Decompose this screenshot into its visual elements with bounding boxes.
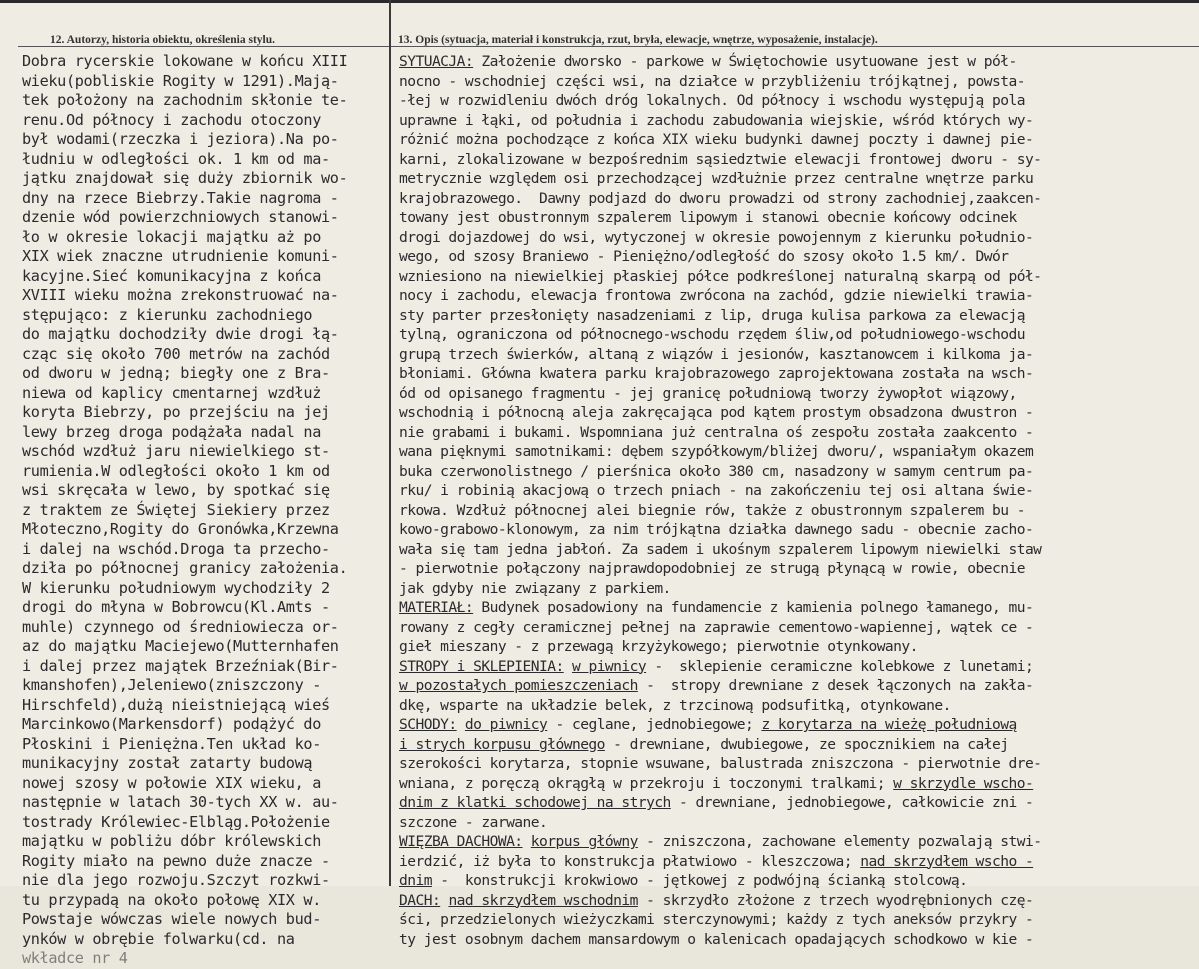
- text-run: tylną, ograniczona od północnego-wschodu rzędem śliw,od południowego-wschodu: [399, 326, 1025, 343]
- description-text-line: [399, 696, 1199, 716]
- text-run: - pierwotnie połączony najprawdopodobniej ze strugą płynącą w rowie, obecnie: [399, 560, 1025, 577]
- description-text-line: [399, 403, 1199, 423]
- description-text-line: [399, 423, 1199, 443]
- description-text-line: [399, 930, 1199, 950]
- text-run: jak gdyby nie związany z parkiem.: [399, 579, 671, 597]
- underlined-heading: nad skrzydłem wscho -: [860, 852, 1034, 870]
- description-text-line: [399, 228, 1199, 248]
- description-text-line: [399, 540, 1199, 560]
- text-run: sty parter przesłonięty nasadzeniami z lip, druga kulisa parkowa za elewacją: [399, 306, 1025, 324]
- description-text-line: [399, 735, 1199, 755]
- description-text-line: [399, 813, 1199, 833]
- history-text-line: łudniu w odległości ok. 1 km od ma-: [22, 149, 330, 168]
- history-text-line: do majątku dochodziły dwie drogi łą-: [22, 325, 339, 343]
- history-text-line: był wodami(rzeczka i jeziora).Na po-: [22, 130, 339, 148]
- description-text-line: [399, 247, 1199, 267]
- underlined-heading: WIĘZBA DACHOWA:: [399, 833, 523, 850]
- history-text-line: wschód wzdłuż jaru niewielkiego st-: [22, 442, 330, 460]
- underlined-heading: nad skrzydłem wschodnim: [448, 891, 638, 909]
- history-text-line: XVIII wieku można zrekonstruować na-: [22, 286, 339, 304]
- history-text-line: i dalej na wschód.Droga ta przecho-: [22, 539, 330, 558]
- underlined-heading: do piwnicy: [464, 716, 548, 733]
- description-text-line: [399, 189, 1199, 209]
- description-text-line: [399, 481, 1199, 501]
- underlined-heading: dnim: [399, 872, 432, 889]
- history-text-line: wkładce nr 4: [22, 949, 128, 967]
- history-text-line: Powstaje wówczas wiele nowych bud-: [22, 910, 321, 928]
- underlined-heading: korpus główny: [530, 833, 638, 850]
- history-text-line: munikacyjny został zatarty budową: [22, 754, 313, 772]
- text-run: kowo-grabowo-klonowym, za nim trójkątna działka dawnego sadu - obecnie zacho-: [399, 521, 1034, 538]
- description-text-line: [399, 657, 1199, 677]
- history-text-line: tu przypadą na około połowę XIX w.: [22, 890, 321, 909]
- description-text-line: [399, 501, 1199, 521]
- underlined-heading: z korytarza na wieżę południową: [761, 716, 1017, 733]
- underlined-heading: w piwnicy: [571, 657, 647, 675]
- history-text-line: tek położony na zachodnim skłonie te-: [22, 91, 348, 109]
- underlined-heading: SYTUACJA:: [399, 53, 474, 70]
- description-text-line: [399, 130, 1199, 150]
- history-text-line: drogi do młyna w Bobrowcu(Kl.Amts -: [22, 598, 330, 616]
- description-text-column: [399, 52, 1199, 949]
- description-text-line: [399, 793, 1199, 813]
- history-text-line: tostrady Królewiec-Elbląg.Położenie: [22, 812, 330, 831]
- description-text-line: [399, 676, 1199, 696]
- history-text-line: Marcinkowo(Markensdorf) podążyć do: [22, 715, 321, 733]
- description-text-line: [399, 208, 1199, 228]
- text-run: - drewniane, jednobiegowe, całkowicie zni -: [670, 794, 1034, 811]
- text-run: rku/ i robinią akacjową o trzech pniach - na zakończeniu tej osi altana świe-: [399, 482, 1034, 499]
- text-run: gieł mieszany - z przewagą krzyżykowego; pierwotnie otynkowany.: [399, 638, 918, 655]
- history-text-line: wsi skręcała w lewo, by spotkać się: [22, 481, 330, 499]
- text-run: [523, 833, 531, 850]
- history-text-line: ynków w obrębie folwarku(cd. na: [22, 929, 295, 948]
- text-run: [564, 658, 572, 675]
- text-run: krajobrazowego. Dawny podjazd do dworu prowadzi od strony zachodniej,zaakcen-: [399, 189, 1042, 207]
- description-text-line: [399, 384, 1199, 404]
- description-text-line: [399, 774, 1199, 794]
- history-text-line: nowej szosy w połowie XIX wieku, a: [22, 773, 321, 792]
- history-text-line: az do majątku Maciejewo(Mutternhafen: [22, 637, 339, 655]
- underlined-heading: w pozostałych pomieszczeniach: [399, 677, 638, 694]
- history-text-line: nie dla jego rozwoju.Szczyt rozkwi-: [22, 871, 330, 889]
- text-run: ód od opisanego fragmentu - jej granicę południową tworzy żywopłot wiązowy,: [399, 384, 1017, 402]
- text-run: - skrzydło złożone z trzech wyodrębnionych czę-: [637, 891, 1034, 909]
- history-text-line: XIX wiek znaczne utrudnienie komuni-: [22, 247, 339, 265]
- text-run: wego, od szosy Braniewo - Pieniężno/odległość do szosy około 1.5 km/. Dwór: [399, 248, 1009, 265]
- description-text-line: [399, 598, 1199, 618]
- text-run: szczone - zarwane.: [399, 813, 548, 831]
- description-text-line: [399, 559, 1199, 579]
- description-text-line: [399, 910, 1199, 930]
- text-run: rkowa. Wzdłuż północnej alei biegnie rów, także z obustronnym szpalerem bu -: [399, 501, 1025, 519]
- underlined-heading: DACH:: [399, 891, 441, 909]
- text-run: wniana, z poręczą okrągłą w przekroju i toczonymi tralkami;: [399, 774, 894, 792]
- description-text-line: [399, 169, 1199, 189]
- history-text-line: rumienia.W odległości około 1 km od: [22, 461, 330, 480]
- text-run: rowany z cegły ceramicznej pełnej na zaprawie cementowo-wapiennej, wątek ce -: [399, 618, 1034, 636]
- history-text-line: kacyjne.Sieć komunikacyjna z końca: [22, 266, 321, 285]
- text-run: nocy i zachodu, elewacja frontowa zwrócona na zachód, gdzie niewielki trawia-: [399, 287, 1034, 304]
- description-text-line: [399, 52, 1199, 72]
- text-run: wschodnią i północną aleja zakręcająca pod kątem prostym obsadzona dwustron -: [399, 404, 1034, 421]
- history-text-line: stępująco: z kierunku zachodniego: [22, 305, 313, 324]
- history-text-line: dny na rzece Biebrzy.Takie nagroma -: [22, 188, 339, 207]
- text-run: uprawne i łąki, od południa i zachodu zabudowania wiejskie, wśród których wy-: [399, 111, 1034, 129]
- text-run: szerokości korytarza, stopnie wsuwane, balustrada zniszczona - pierwotnie dre-: [399, 755, 1042, 772]
- description-text-line: [399, 306, 1199, 326]
- underlined-heading: STROPY i SKLEPIENIA:: [399, 657, 564, 675]
- text-run: błoniami. Główna kwatera parku krajobrazowego zaprojektowana została na wsch-: [399, 365, 1034, 382]
- description-text-line: [399, 364, 1199, 384]
- history-text-line: W kierunku południowym wychodziły 2: [22, 578, 330, 597]
- left-column-header: 12. Autorzy, historia obiektu, określenia stylu.: [50, 34, 276, 46]
- history-text-line: Rogity miało na pewno duże znacze -: [22, 851, 330, 870]
- history-text-line: jątku znajdował się duży zbiornik wo-: [22, 169, 348, 187]
- top-border: [0, 0, 1199, 3]
- description-text-line: [399, 111, 1199, 131]
- text-run: nocno - wschodniej części wsi, na działce w przybliżeniu trójkątnej, powsta-: [399, 72, 1025, 90]
- text-run: drogi dojazdowej do wsi, wytyczonej w okresie powojennym z kierunku południo-: [399, 228, 1034, 246]
- history-text-line: Płoskini i Pieniężna.Ten układ ko-: [22, 734, 321, 753]
- description-text-line: [399, 832, 1199, 852]
- underlined-heading: w skrzydle wscho-: [893, 774, 1034, 792]
- description-text-line: [399, 286, 1199, 306]
- description-text-line: [399, 462, 1199, 482]
- text-run: metrycznie względem osi przechodzącej wzdłużnie przez centralne wnętrze parku: [399, 170, 1034, 187]
- text-run: wzniesiono na niewielkiej płaskiej półce podkreślonej naturalną skarpą od pół-: [399, 267, 1042, 285]
- underlined-heading: MATERIAŁ:: [399, 599, 474, 616]
- text-run: - sklepienie ceramiczne kolebkowe z lunetami;: [646, 657, 1034, 675]
- history-text-line: cząc się około 700 metrów na zachód: [22, 344, 330, 363]
- text-run: nie grabami i bukami. Wspomniana już centralna oś zespołu została zaakcento -: [399, 423, 1034, 441]
- description-text-line: [399, 579, 1199, 599]
- text-run: dkę, wsparte na układzie belek, z trzcinową podsufitką, otynkowane.: [399, 696, 951, 714]
- header-divider: [18, 46, 1199, 47]
- text-run: ty jest osobnym dachem mansardowym o kalenicach opadających schodkowo w kie -: [399, 930, 1034, 948]
- text-run: towany jest obustronnym szpalerem lipowym i stanowi obecnie końcowy odcinek: [399, 209, 1017, 226]
- text-run: ierdzić, iż była to konstrukcja płatwiowo - kleszczowa;: [399, 852, 861, 870]
- description-text-line: [399, 520, 1199, 540]
- history-text-line: lewy brzeg droga podążała nadal na: [22, 422, 321, 441]
- history-text-line: renu.Od północy i zachodu otoczony: [22, 110, 321, 129]
- history-text-line: wieku(pobliskie Rogity w 1291).Mają-: [22, 71, 339, 90]
- history-text-line: Dobra rycerskie lokowane w końcu XIII: [22, 52, 348, 70]
- history-text-line: od dworu w jedną; biegły one z Bra-: [22, 364, 330, 382]
- text-run: - drewniane, dwubiegowe, ze spocznikiem na całej: [604, 735, 1009, 753]
- description-text-line: [399, 871, 1199, 891]
- description-text-line: [399, 891, 1199, 911]
- history-text-line: Młoteczno,Rogity do Gronówka,Krzewna: [22, 520, 339, 538]
- history-text-line: i dalej przez majątek Brzeźniak(Bir-: [22, 656, 339, 675]
- description-text-line: [399, 754, 1199, 774]
- text-run: wana pięknymi samotnikami: dębem szypółkowym/bliżej dworu/, wspaniałym okazem: [399, 443, 1034, 460]
- right-column-header: 13. Opis (sytuacja, materiał i konstrukcja, rzut, bryła, elewacje, wnętrze, wyposażenie, instalacje).: [398, 34, 878, 46]
- underlined-heading: dnim z klatki schodowej na strych: [399, 794, 671, 811]
- description-text-line: [399, 267, 1199, 287]
- description-text-line: [399, 637, 1199, 657]
- history-text-line: Hirschfeld),dużą nieistniejącą wieś: [22, 695, 330, 714]
- history-text-line: kmanshofen),Jeleniewo(zniszczony -: [22, 676, 321, 694]
- text-run: karni, zlokalizowane w bezpośrednim sąsiedztwie elewacji frontowej dworu - sy-: [399, 150, 1042, 168]
- text-run: - konstrukcji krokwiowo - jętkowej z podwójną ścianką stolcową.: [431, 872, 968, 889]
- underlined-heading: SCHODY:: [399, 716, 457, 733]
- history-text-line: muhle) czynnego od średniowiecza or-: [22, 617, 339, 636]
- text-run: - zniszczona, zachowane elementy pozwalają stwi-: [637, 833, 1042, 850]
- description-text-line: [399, 715, 1199, 735]
- text-run: [440, 892, 448, 909]
- description-text-line: [399, 150, 1199, 170]
- text-run: Założenie dworsko - parkowe w Świętochowie usytuowane jest w pół-: [473, 53, 1017, 70]
- text-run: buka czerwonolistnego / pierśnica około 380 cm, nasadzony w samym centrum pa-: [399, 462, 1034, 480]
- history-text-line: następnie w latach 30-tych XX w. au-: [22, 793, 339, 811]
- text-run: - ceglane, jednobiegowe;: [547, 716, 762, 733]
- text-run: grupą trzech świerków, altaną z wiązów i jesionów, kasztanowcem i kilkoma ja-: [399, 345, 1034, 363]
- description-text-line: [399, 325, 1199, 345]
- description-text-line: [399, 72, 1199, 92]
- underlined-heading: i strych korpusu głównego: [399, 735, 605, 753]
- text-run: - stropy drewniane z desek łączonych na zakła-: [637, 677, 1034, 694]
- history-text-line: z traktem ze Świętej Siekiery przez: [22, 500, 330, 519]
- history-text-line: majątku w pobliżu dóbr królewskich: [22, 832, 321, 850]
- text-run: Budynek posadowiony na fundamencie z kamienia polnego łamanego, mu-: [473, 599, 1034, 616]
- text-run: -łej w rozwidleniu dwóch dróg lokalnych. Od północy i wschodu występują pola: [399, 92, 1025, 109]
- description-text-line: [399, 91, 1199, 111]
- history-text-line: ło w okresie lokacji majątku aż po: [22, 227, 321, 246]
- history-text-line: dzenie wód powierzchniowych stanowi-: [22, 208, 339, 226]
- history-text-line: niewa od kaplicy cmentarnej wzdłuż: [22, 383, 321, 402]
- description-text-line: [399, 345, 1199, 365]
- description-text-line: [399, 852, 1199, 872]
- history-text-line: dziła po północnej granicy założenia.: [22, 559, 348, 577]
- text-run: różnić można pochodzące z końca XIX wieku budynki dawnej poczty i dawnej pie-: [399, 131, 1034, 148]
- description-text-line: [399, 442, 1199, 462]
- description-text-line: [399, 618, 1199, 638]
- text-run: [457, 716, 465, 733]
- history-text-column: [22, 52, 390, 969]
- text-run: ści, przedzielonych wieżyczkami sterczynowymi; każdy z tych aneksów przykry -: [399, 911, 1034, 928]
- history-text-line: koryta Biebrzy, po przejściu na jej: [22, 403, 330, 421]
- text-run: wała się tam jedna jabłoń. Za sadem i ukośnym szpalerem lipowym niewielki staw: [399, 540, 1042, 558]
